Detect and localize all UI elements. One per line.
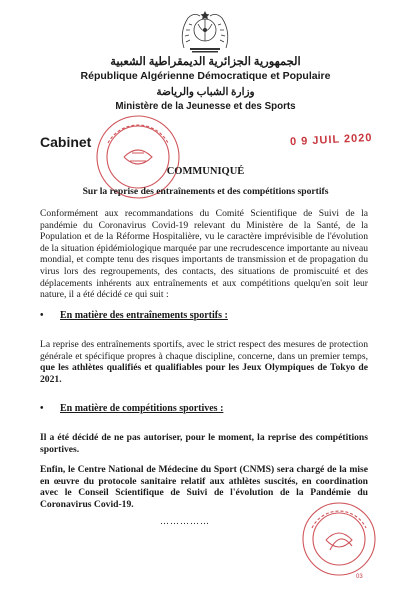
section-entrainements-text: La reprise des entraînements sportifs, avec le strict respect des mesures de protection générale et spécifique propres à chaque discipline, concerne, dans un premier temps, [40, 339, 368, 362]
seal-number: 03 [356, 574, 363, 580]
date-stamp: 0 9 JUIL 2020 [289, 131, 373, 149]
algeria-emblem-icon [176, 8, 234, 56]
ministry-seal-icon [300, 500, 378, 578]
french-ministry-name: Ministère de la Jeunesse et des Sports [115, 101, 296, 112]
section-competitions-heading [40, 403, 223, 414]
end-dots: …………… [160, 516, 210, 526]
arabic-ministry-name: وزارة الشباب والرياضة [156, 87, 255, 98]
bullet-icon: • [40, 403, 44, 414]
section-entrainements-label: En matière des entraînements sportifs : [60, 310, 228, 321]
section-competitions-label: En matière de compétitions sportives : [60, 403, 224, 414]
section-entrainements-paragraph [40, 339, 368, 385]
bullet-icon: • [40, 310, 44, 321]
section-entrainements-heading [40, 310, 228, 321]
closing-paragraph: Enfin, le Centre National de Médecine du Sport (CNMS) sera chargé de la mise en œuvre du protocole sanitaire relatif aux athlètes suscités, en coordination avec le Conseil Scientifique de Suivi de l'évolution de la Pandémie du Coronavirus Covid-19. [40, 464, 368, 510]
intro-paragraph: Conformément aux recommandations du Comité Scientifique de Suivi de la pandémie du Coronavirus Covid-19 relevant du Ministère de la Santé, de la Population et de la Réforme Hospitalière, vu le caractère imprévisible de l'évolution de la situation épidémiologique marquée par une recrudescence importante au niveau mondial, et compte tenu des risques importants de transmission et de propagation du virus lors des regroupements, des contacts, des situations de promiscuité et des déplacements inhérents aux entraînements et aux compétitions quelqu'en soit leur nature, il a été décidé ce qui suit : [40, 208, 368, 301]
section-entrainements-bold: que les athlètes qualifiés et qualifiables pour les Jeux Olympiques de Tokyo de 2021. [40, 362, 368, 385]
french-republic-name: République Algérienne Démocratique et Populaire [80, 70, 331, 82]
communique-title: COMMUNIQUÉ [166, 166, 245, 177]
communique-subject: Sur la reprise des entraînements et des compétitions sportifs [82, 186, 329, 197]
section-competitions-paragraph: Il a été décidé de ne pas autoriser, pour le moment, la reprise des compétitions sportives. [40, 432, 368, 455]
cabinet-label: Cabinet [40, 134, 92, 150]
arabic-republic-name: الجمهورية الجزائرية الديمقراطية الشعبية [110, 56, 301, 68]
